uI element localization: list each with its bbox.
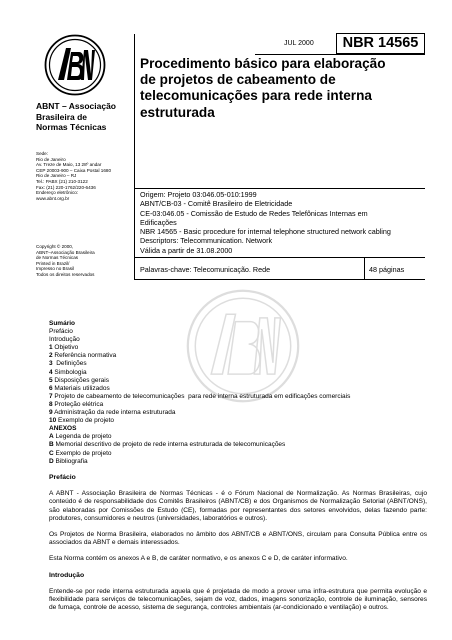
toc-text: Simbologia	[52, 368, 87, 376]
toc-text: Disposições gerais	[52, 376, 109, 384]
keywords: Palavras-chave: Telecomunicação. Rede	[140, 265, 271, 274]
annex-letter: C	[49, 449, 54, 457]
annex-letter: D	[49, 457, 54, 465]
paragraph: Esta Norma contém os anexos A e B, de caráter normativo, e os anexos C e D, de caráter informativo.	[49, 555, 348, 563]
info-line: Válida a partir de 31.08.2000	[140, 245, 233, 255]
toc-number: 10	[49, 417, 57, 425]
copyright-block	[36, 244, 131, 278]
info-line: Origem: Projeto 03:046.05-010:1999	[140, 190, 257, 199]
toc-text: Objetivo	[52, 344, 79, 352]
title-line: de projetos de cabeamento de	[140, 72, 336, 88]
toc-text: Materiais utilizados	[52, 384, 110, 392]
toc-heading: Sumário	[49, 320, 76, 327]
toc-text: Administração da rede interna estruturada	[52, 409, 176, 417]
title-line: telecomunicações para rede interna	[140, 88, 372, 104]
annex-item[interactable]	[49, 441, 429, 449]
divider	[364, 258, 365, 279]
toc-number: 5	[49, 376, 53, 384]
annex-letter: A	[49, 433, 54, 441]
address-line: CEP 20003-900 – Caixa Postal 1680	[36, 167, 111, 173]
address-line: Sede:	[36, 151, 49, 156]
org-line-1: ABNT – Associação	[36, 101, 116, 111]
table-of-contents	[49, 320, 429, 466]
toc-item[interactable]	[49, 328, 429, 336]
divider	[134, 257, 425, 258]
toc-number: 1	[49, 344, 53, 352]
annex-item[interactable]	[49, 433, 429, 441]
standard-code: NBR 14565	[336, 33, 425, 54]
toc-item[interactable]	[49, 360, 429, 368]
origin-info	[140, 190, 424, 255]
info-line: CE-03:046.05 - Comissão de Estudo de Redes Telefônicas Internas em	[140, 208, 368, 218]
info-line: ABNT/CB-03 - Comitê Brasileiro de Eletricidade	[140, 199, 293, 209]
copyright-line: Todos os direitos reservados	[36, 271, 95, 277]
publication-date: JUL 2000	[284, 40, 314, 47]
annex-text: Exemplo de projeto	[53, 449, 112, 457]
address-block	[36, 151, 131, 201]
org-line-2: Brasileira de	[36, 111, 88, 122]
introduction-heading: Introdução	[49, 571, 85, 579]
toc-item[interactable]	[49, 417, 429, 425]
copyright-line: Printed in Brazil/	[36, 260, 70, 266]
toc-text: Projeto de cabeamento de telecomunicações para rede interna estruturada em edificações comerciais	[52, 392, 351, 400]
toc-number: 4	[49, 368, 53, 376]
paragraph: Entende-se por rede interna estruturada aquela que é projetada de modo a prover uma infra-estrutura que permita evolução e flexibilidade para serviços de telecomunicações, sejam de voz, dados, imagens sonorização, controle de iluminação, sensores de fumaça, controle de acesso, sistema de segurança, controles ambientais (ar-condicionado e ventilação) e outros.	[49, 587, 427, 612]
toc-text: Proteção elétrica	[52, 400, 104, 408]
annex-text: Memorial descritivo de projeto de rede interna estruturada de telecomunicações	[53, 441, 286, 449]
toc-item[interactable]	[49, 352, 429, 360]
copyright-line: Copyright © 2000,	[36, 244, 74, 249]
toc-number: 8	[49, 400, 53, 408]
title-line: Procedimento básico para elaboração	[140, 56, 386, 71]
info-line: Descriptors: Telecommunication. Network	[140, 236, 273, 246]
toc-text: Definições	[52, 360, 87, 368]
toc-item[interactable]	[49, 385, 429, 393]
toc-text: Introdução	[49, 336, 80, 344]
org-line-3: Normas Técnicas	[36, 122, 107, 132]
toc-number: 2	[49, 352, 53, 360]
toc-number: 6	[49, 384, 53, 392]
toc-item[interactable]	[49, 393, 429, 401]
title-line: estruturada	[140, 104, 215, 120]
address-line: Rio de Janeiro	[36, 156, 66, 162]
divider	[134, 188, 425, 189]
copyright-line: de Normas Técnicas	[36, 255, 79, 261]
preface-heading: Prefácio	[49, 474, 76, 481]
document-title	[140, 56, 420, 121]
address-line: Endereço eletrônico:	[36, 190, 79, 196]
address-line: Rio de Janeiro – RJ	[36, 173, 77, 179]
toc-item[interactable]	[49, 409, 429, 417]
organization-name	[36, 101, 131, 133]
info-line: NBR 14565 - Basic procedure for internal telephone structured network cabling	[140, 227, 391, 237]
address-line: Tel.: PABX (21) 210-3122	[36, 178, 88, 184]
divider	[134, 279, 425, 280]
annex-heading: ANEXOS	[49, 425, 77, 433]
toc-item[interactable]	[49, 344, 429, 352]
toc-item[interactable]	[49, 401, 429, 409]
annex-text: Legenda de projeto	[53, 433, 112, 441]
toc-text: Exemplo de projeto	[56, 417, 115, 425]
toc-number: 9	[49, 409, 53, 417]
toc-number: 3	[49, 360, 53, 368]
body-text	[49, 474, 427, 620]
toc-item[interactable]	[49, 377, 429, 385]
divider	[255, 54, 425, 55]
info-line: Edificações	[140, 217, 177, 227]
address-line: Fax: (21) 220-1762/220-6436	[36, 184, 96, 190]
toc-text: Referência normativa	[52, 352, 117, 360]
page-count: 48 páginas	[369, 265, 405, 274]
website-link[interactable]: www.abnt.org.br	[36, 195, 70, 201]
annex-text: Bibliografia	[53, 457, 88, 465]
abnt-logo	[44, 34, 106, 96]
paragraph: Os Projetos de Norma Brasileira, elaborados no âmbito dos ABNT/CB e ABNT/ONS, circulam para Consulta Pública entre os associados da ABNT e demais interessados.	[49, 531, 427, 547]
annex-item[interactable]	[49, 458, 429, 466]
annex-letter: B	[49, 441, 54, 449]
paragraph: A ABNT - Associação Brasileira de Normas Técnicas - é o Fórum Nacional de Normalização. As Normas Brasileiras, cujo conteúdo é de responsabilidade dos Comitês Brasileiros (ABNT/CB) e dos Organismos de Normalização Setorial (ABNT/ONS), são elaboradas por Comissões de Estudo (CE), formadas por representantes dos setores envolvidos, delas fazendo parte: produtores, consumidores e neutros (universidades, laboratórios e outros).	[49, 490, 427, 522]
toc-item[interactable]	[49, 336, 429, 344]
toc-number: 7	[49, 392, 53, 400]
toc-item[interactable]	[49, 369, 429, 377]
copyright-line: ABNT–Associação Brasileira	[36, 249, 95, 255]
annex-item[interactable]	[49, 450, 429, 458]
toc-text: Prefácio	[49, 328, 73, 336]
copyright-line: Impresso no Brasil	[36, 266, 75, 272]
address-line: Av. Treze de Maio, 13 28º andar	[36, 162, 102, 168]
